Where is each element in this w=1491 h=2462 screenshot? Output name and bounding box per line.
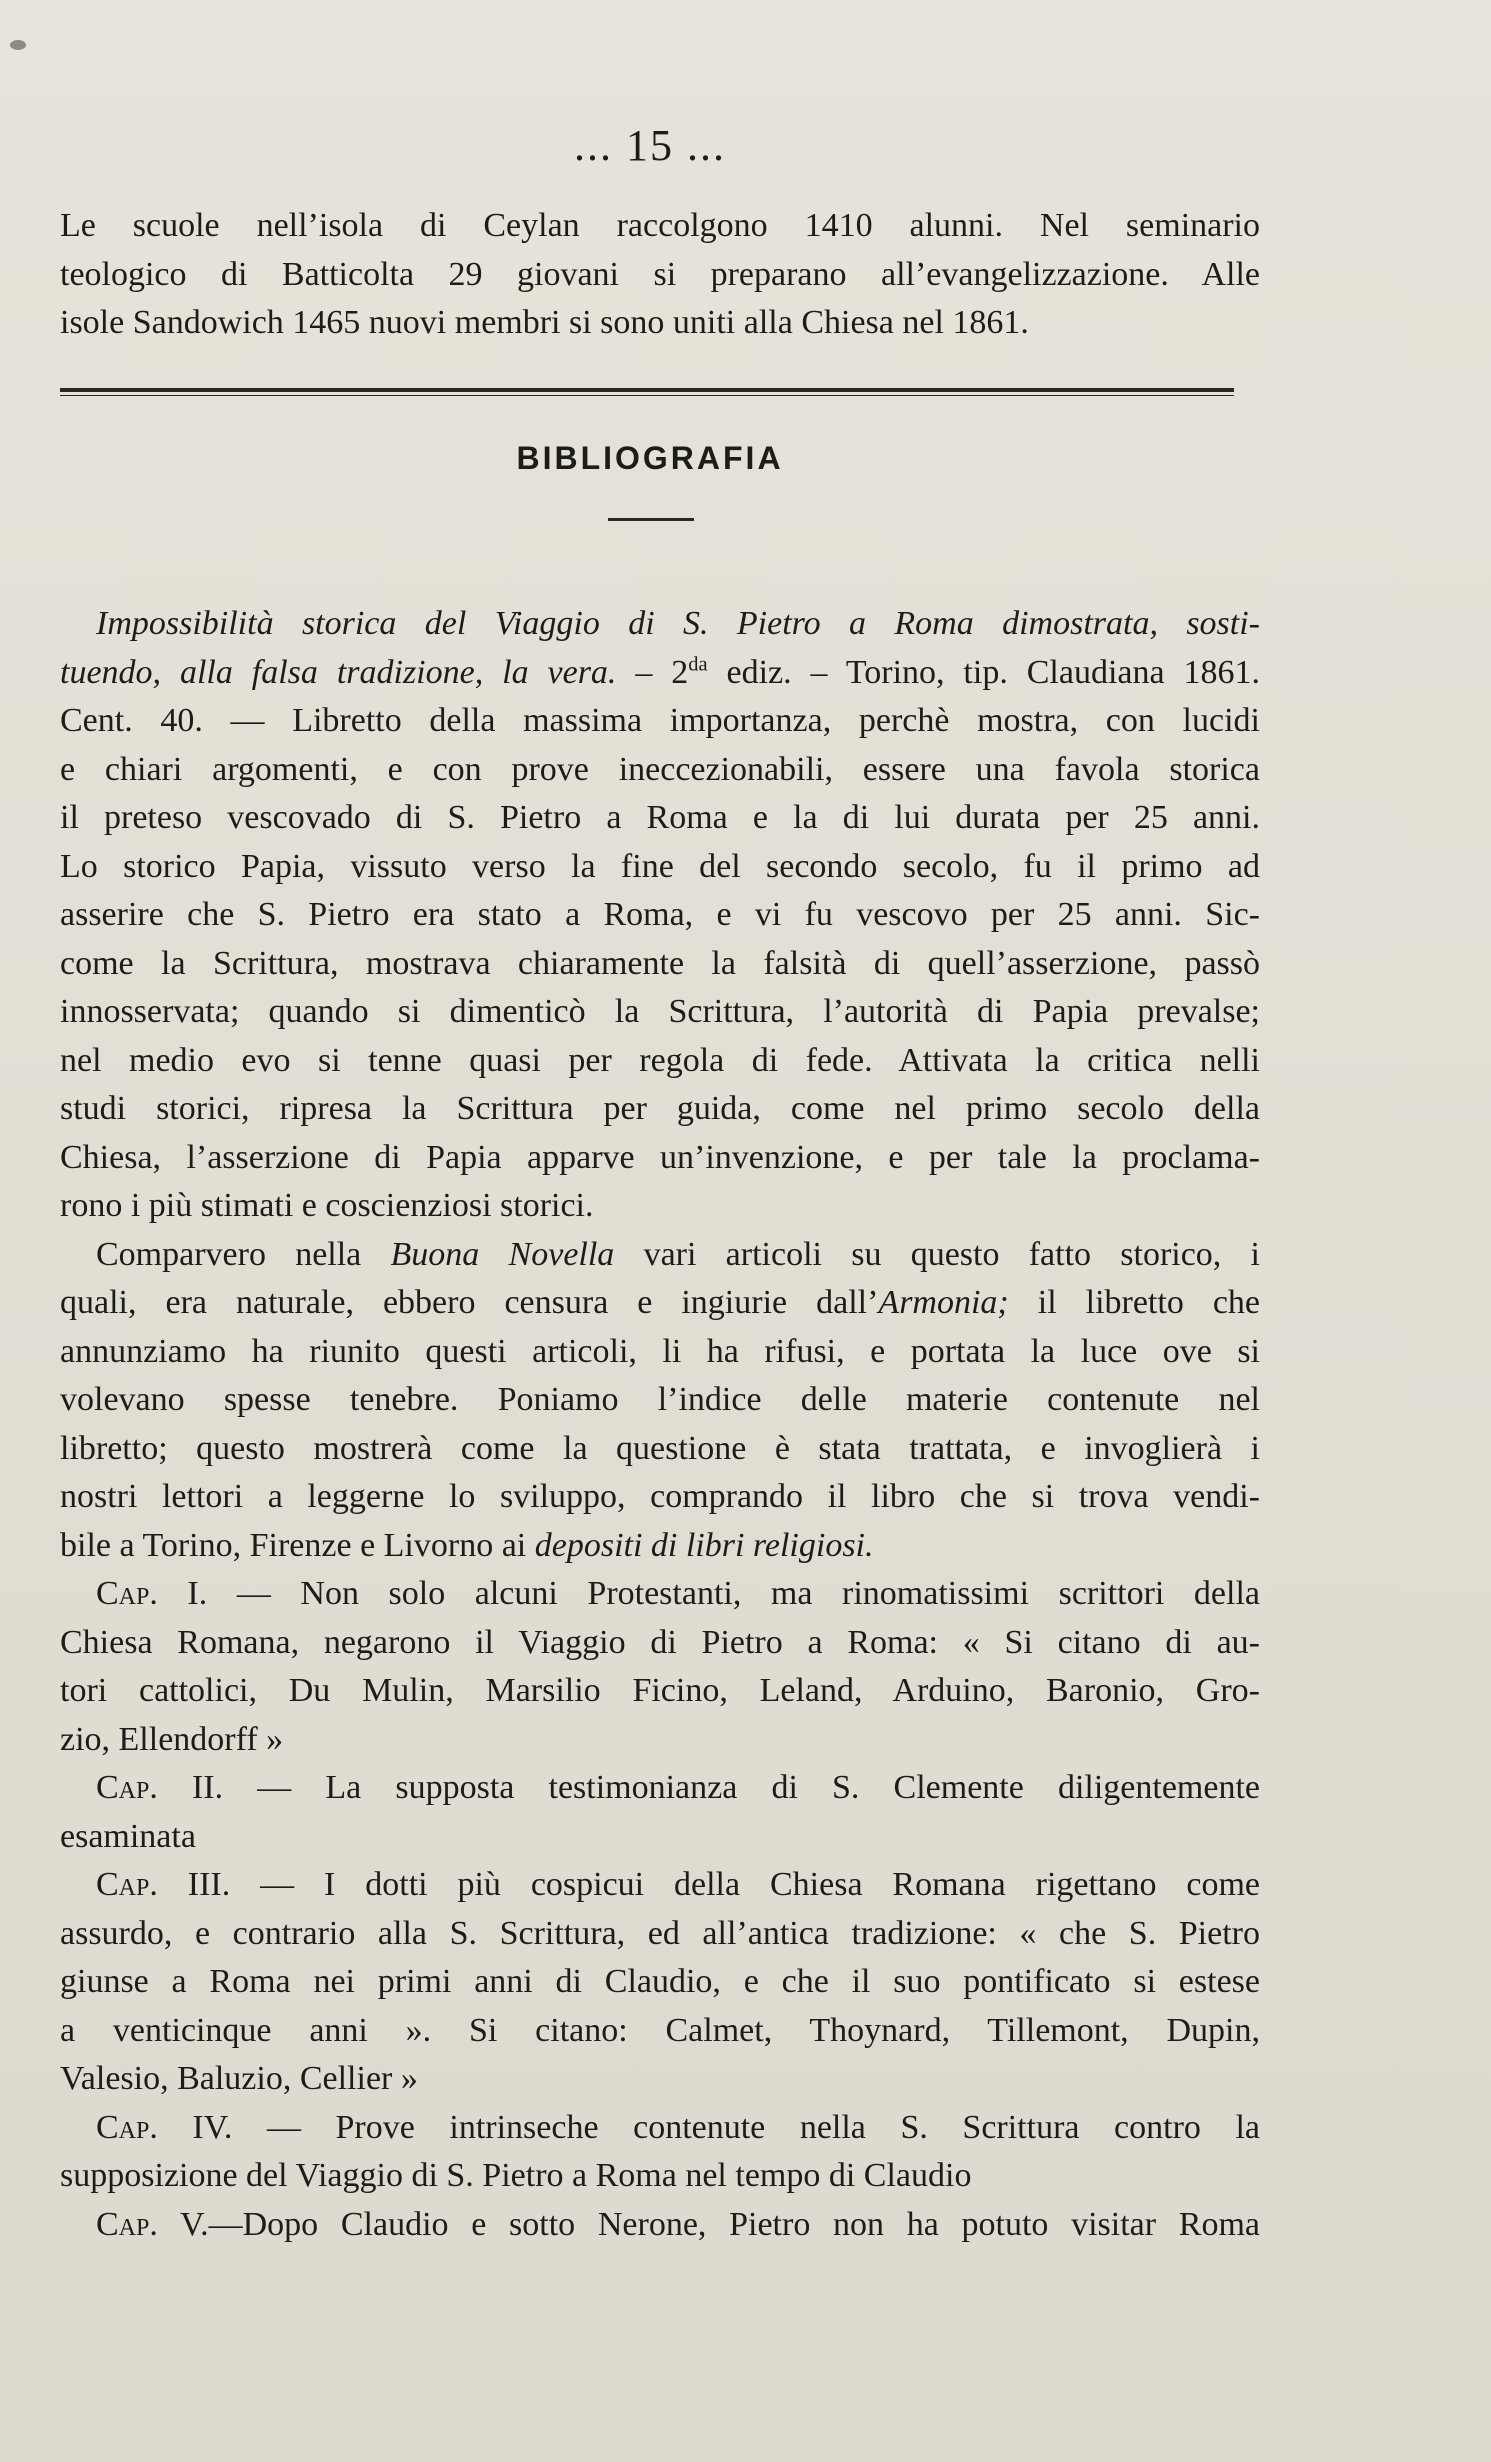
newspaper-title: Armonia;: [878, 1284, 1009, 1321]
depositi-text: depositi di libri religiosi.: [534, 1526, 874, 1564]
chapter-text: — Non solo alcuni Protestanti, ma rinomatissimi scrittori della: [207, 1575, 1260, 1612]
intro-line-2: teologico di Batticolta 29 giovani si preparano all’evangelizzazione. Alle: [60, 255, 1260, 293]
chapter-text: —Dopo Claudio e sotto Nerone, Pietro non ha potuto visitar Roma: [208, 2205, 1260, 2243]
intro-line-3: isole Sandowich 1465 nuovi membri si sono uniti alla Chiesa nel 1861.: [60, 304, 1029, 341]
para1-line: innosservata; quando si dimenticò la Scrittura, l’autorità di Papia prevalse;: [60, 993, 1260, 1030]
book-title: Impossibilità storica del Viaggio di S. Pietro a Roma dimostrata, sosti-: [96, 605, 1260, 642]
para1-line: Chiesa, l’asserzione di Papia apparve un’invenzione, e per tale la proclama-: [60, 1138, 1260, 1176]
chapter-4-line-1: [60, 2104, 1260, 2153]
chapter-label: Cap. III.: [96, 1866, 231, 1903]
para2-line-1: [60, 1231, 1260, 1280]
chapter-3-line-1: [60, 1861, 1260, 1910]
para1-line: asserire che S. Pietro era stato a Roma, e vi fu vescovo per 25 anni. Sic-: [60, 896, 1260, 933]
chapter-label: Cap. IV.: [96, 2108, 233, 2146]
book-title-line-2: tuendo, alla falsa tradizione, la vera. – $2^{da}$ ediz. – Torino, tip. Claudiana 1861.: [60, 653, 1261, 691]
edition-details: ediz. – Torino, tip. Claudiana 1861.: [726, 653, 1261, 691]
para2-text: bile a Torino, Firenze e Livorno ai: [60, 1526, 535, 1564]
book-title-line-1: [60, 600, 1260, 649]
para1-line: Lo storico Papia, vissuto verso la fine del secondo secolo, fu il primo ad: [60, 847, 1260, 885]
chapter-label: Cap. I.: [96, 1575, 208, 1612]
para1-line: Cent. 40. — Libretto della massima importanza, perchè mostra, con lucidi: [60, 702, 1260, 739]
chapter-2-line: esaminata: [60, 1817, 196, 1855]
page-number: ... 15 ...: [574, 121, 726, 170]
para1-line: il preteso vescovado di S. Pietro a Roma e la di lui durata per 25 anni.: [60, 799, 1260, 836]
ink-speck: [10, 40, 26, 50]
chapter-2-line-1: [60, 1764, 1260, 1813]
para2-line-2: [60, 1279, 1260, 1328]
newspaper-title: Buona Novella: [390, 1235, 615, 1273]
title-underline: [608, 518, 694, 521]
chapter-3-line: giunse a Roma nei primi anni di Claudio, e che il suo pontificato si estese: [60, 1963, 1260, 2000]
chapter-text: — La supposta testimonianza di S. Clemente diligentemente: [223, 1769, 1260, 1806]
para1-line: rono i più stimati e coscienziosi storici.: [60, 1187, 594, 1224]
edition-superscript: da: [688, 653, 708, 676]
para1-line: nel medio evo si tenne quasi per regola di fede. Attivata la critica nelli: [60, 1041, 1260, 1079]
chapter-text: — Prove intrinseche contenute nella S. Scrittura contro la: [232, 2108, 1260, 2146]
edition-number: 2: [671, 653, 689, 691]
book-title-cont: tuendo, alla falsa tradizione, la vera.: [60, 653, 617, 691]
chapter-1-line: Chiesa Romana, negarono il Viaggio di Pietro a Roma: « Si citano di au-: [60, 1623, 1260, 1661]
para2-text: il libretto che: [1008, 1284, 1261, 1321]
chapter-label: Cap. V.: [96, 2205, 209, 2243]
para2-line-3: annunziamo ha riunito questi articoli, li ha rifusi, e portata la luce ove si: [60, 1332, 1260, 1370]
chapter-1-line-1: [60, 1570, 1260, 1619]
para1-line: e chiari argomenti, e con prove ineccezionabili, essere una favola storica: [60, 750, 1260, 788]
section-divider: [60, 388, 1234, 396]
intro-line-1: Le scuole nell’isola di Ceylan raccolgono 1410 alunni. Nel seminario: [60, 207, 1260, 244]
chapter-5-line-1: [60, 2201, 1260, 2250]
para2-text: vari articoli su questo fatto storico, i: [614, 1235, 1260, 1273]
intro-paragraph: [60, 202, 1260, 348]
section-title: BIBLIOGRAFIA: [516, 440, 784, 476]
chapter-1-line: zio, Ellendorff »: [60, 1720, 284, 1758]
chapter-4-line: supposizione del Viaggio di S. Pietro a Roma nel tempo di Claudio: [60, 2157, 972, 2194]
chapter-1-line: tori cattolici, Du Mulin, Marsilio Ficino, Leland, Arduino, Baronio, Gro-: [60, 1672, 1260, 1709]
para2-text: quali, era naturale, ebbero censura e ingiurie dall’: [60, 1284, 879, 1321]
para2-line-7: [60, 1522, 1260, 1571]
chapter-text: — I dotti più cospicui della Chiesa Romana rigettano come: [230, 1866, 1260, 1903]
para1-line: come la Scrittura, mostrava chiaramente la falsità di quell’asserzione, passò: [60, 944, 1260, 982]
bibliography-entry: [60, 600, 1260, 2249]
para2-line-5: libretto; questo mostrerà come la questione è stata trattata, e invoglierà i: [60, 1429, 1260, 1467]
para2-line-4: volevano spesse tenebre. Poniamo l’indice delle materie contenute nel: [60, 1381, 1260, 1418]
para2-text: Comparvero nella: [96, 1235, 391, 1273]
chapter-label: Cap. II.: [96, 1769, 224, 1806]
para2-line-6: nostri lettori a leggerne lo sviluppo, comprando il libro che si trova vendi-: [60, 1478, 1260, 1515]
chapter-3-line: assurdo, e contrario alla S. Scrittura, ed all’antica tradizione: « che S. Pietro: [60, 1914, 1260, 1952]
chapter-3-line: Valesio, Baluzio, Cellier »: [60, 2060, 418, 2097]
chapter-3-line: a venticinque anni ». Si citano: Calmet, Thoynard, Tillemont, Dupin,: [60, 2011, 1260, 2049]
para1-line: studi storici, ripresa la Scrittura per guida, come nel primo secolo della: [60, 1090, 1260, 1127]
